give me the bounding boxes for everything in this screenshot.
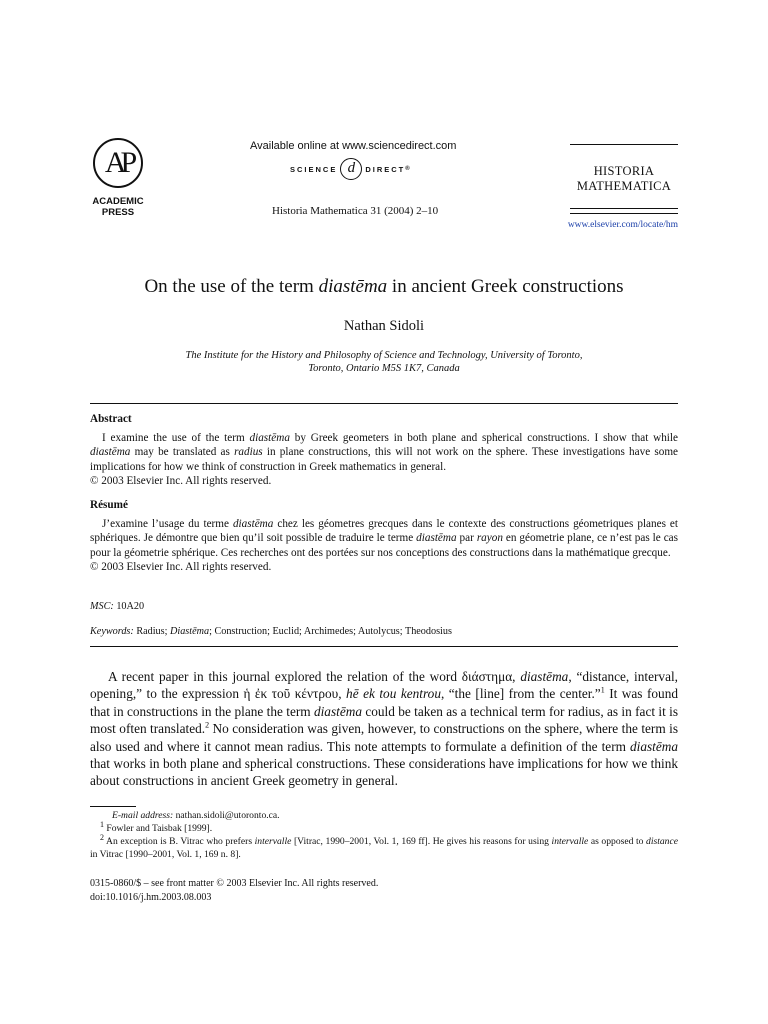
greek-word: διάστημα [461, 669, 513, 684]
resume-section [90, 498, 678, 575]
resume-copyright: © 2003 Elsevier Inc. All rights reserved. [90, 561, 272, 574]
journal-reference: Historia Mathematica 31 (2004) 2–10 [272, 205, 439, 217]
publisher-name: ACADEMIC PRESS [92, 196, 144, 218]
article-author: Nathan Sidoli [343, 318, 425, 334]
abstract-heading: Abstract [90, 413, 132, 425]
abstract-copyright: © 2003 Elsevier Inc. All rights reserved. [90, 475, 272, 488]
resume-text: J’examine l’usage du terme diastēma chez les géometres grecques dans le contexte des constructions géometriques planes et sphériques. Je démontre que bien qu’il soit possible de traduire le terme diastēma par rayon en géometrie plane, ce n’est pas le cas pour la géometrie sphérique. Ces recherches ont des portées sur nos conceptions des constructions dans la mathématique grecque. [90, 517, 679, 559]
available-online: Available online at www.sciencedirect.com [250, 140, 457, 152]
front-matter-info [90, 877, 378, 904]
publisher-logo [88, 138, 148, 238]
resume-heading: Résumé [90, 499, 128, 511]
abstract-top-rule [90, 403, 678, 404]
footnote-email: E-mail address: nathan.sidoli@utoronto.ca. [112, 810, 280, 821]
journal-name: HISTORIA MATHEMATICA [576, 164, 672, 193]
issn-line: 0315-0860/$ – see front matter © 2003 Elsevier Inc. All rights reserved. [90, 878, 379, 889]
journal-rule-bottom-1 [570, 208, 678, 209]
journal-url-link[interactable]: www.elsevier.com/locate/hm [567, 220, 678, 230]
footnote-1: $^1$ Fowler and Taisbak [1999]. [100, 819, 213, 834]
footnote-2: $^2$ An exception is B. Vitrac who prefers intervalle [Vitrac, 1990–2001, Vol. 1, 169 ff]. He gives his reasons for using intervalle as opposed to distance in Vitrac [1990–2001, Vol. 1, 169 n. 8]. [90, 832, 678, 860]
keywords-line: Keywords: Radius; Diastēma; Construction; Euclid; Archimedes; Autolycus; Theodosius [90, 626, 452, 637]
ap-emblem [93, 138, 143, 188]
author-affiliation: The Institute for the History and Philosophy of Science and Technology, University of Toronto, Toronto, Ontario M5S 1K7, Canada [185, 350, 583, 374]
greek-expression: ἡ ἐκ τοῦ κέντρου [243, 686, 339, 702]
footnote-ref-2[interactable]: 2 [205, 720, 210, 730]
article-title: On the use of the term diastēma in ancient Greek constructions [144, 276, 624, 297]
footnote-ref-1[interactable]: 1 [600, 685, 605, 695]
email-link[interactable]: nathan.sidoli@utoronto.ca. [173, 810, 280, 821]
abstract-text: I examine the use of the term diastēma by Greek geometers in both plane and spherical constructions. I show that while diastēma may be translated as radius in plane constructions, this will not work on the sphere. These investigations have some implications for how we think of construction in Greek mathematics in general. [90, 431, 678, 473]
journal-rule-top [570, 144, 678, 145]
footnote-rule [90, 806, 136, 807]
abstract-section [90, 412, 678, 489]
ap-emblem-text: AP [104, 146, 132, 179]
journal-rule-bottom-2 [570, 213, 678, 214]
msc-line: MSC: 10A20 [90, 601, 145, 612]
sd-at-icon: d [340, 158, 362, 180]
sd-left: SCIENCE [290, 164, 338, 174]
abstract-bottom-rule [90, 646, 678, 647]
doi-line[interactable]: doi:10.1016/j.hm.2003.08.003 [90, 891, 212, 903]
sd-mark: ® [405, 166, 410, 172]
sciencedirect-logo [290, 158, 410, 180]
body-paragraph: A recent paper in this journal explored the relation of the word διάστημα, diastēma, “distance, interval, opening,” to the expression ἡ ἐκ τοῦ κέντρου, hē ek tou kentrou, “the [line] from the center.”$^1$ It was found that in constructions in the plane the term diastēma could be taken as a technical term for radius, as in fact it is most often translated.$^2$ No consideration was given, however, to constructions on the sphere, where the term is also used and where it cannot mean radius. This note attempts to formulate a definition of the term diastēma that works in both plane and spherical constructions. These considerations have implications for how we think about constructions in ancient Greek geometry in general. [90, 669, 678, 789]
sd-right: DIRECT [365, 164, 406, 174]
